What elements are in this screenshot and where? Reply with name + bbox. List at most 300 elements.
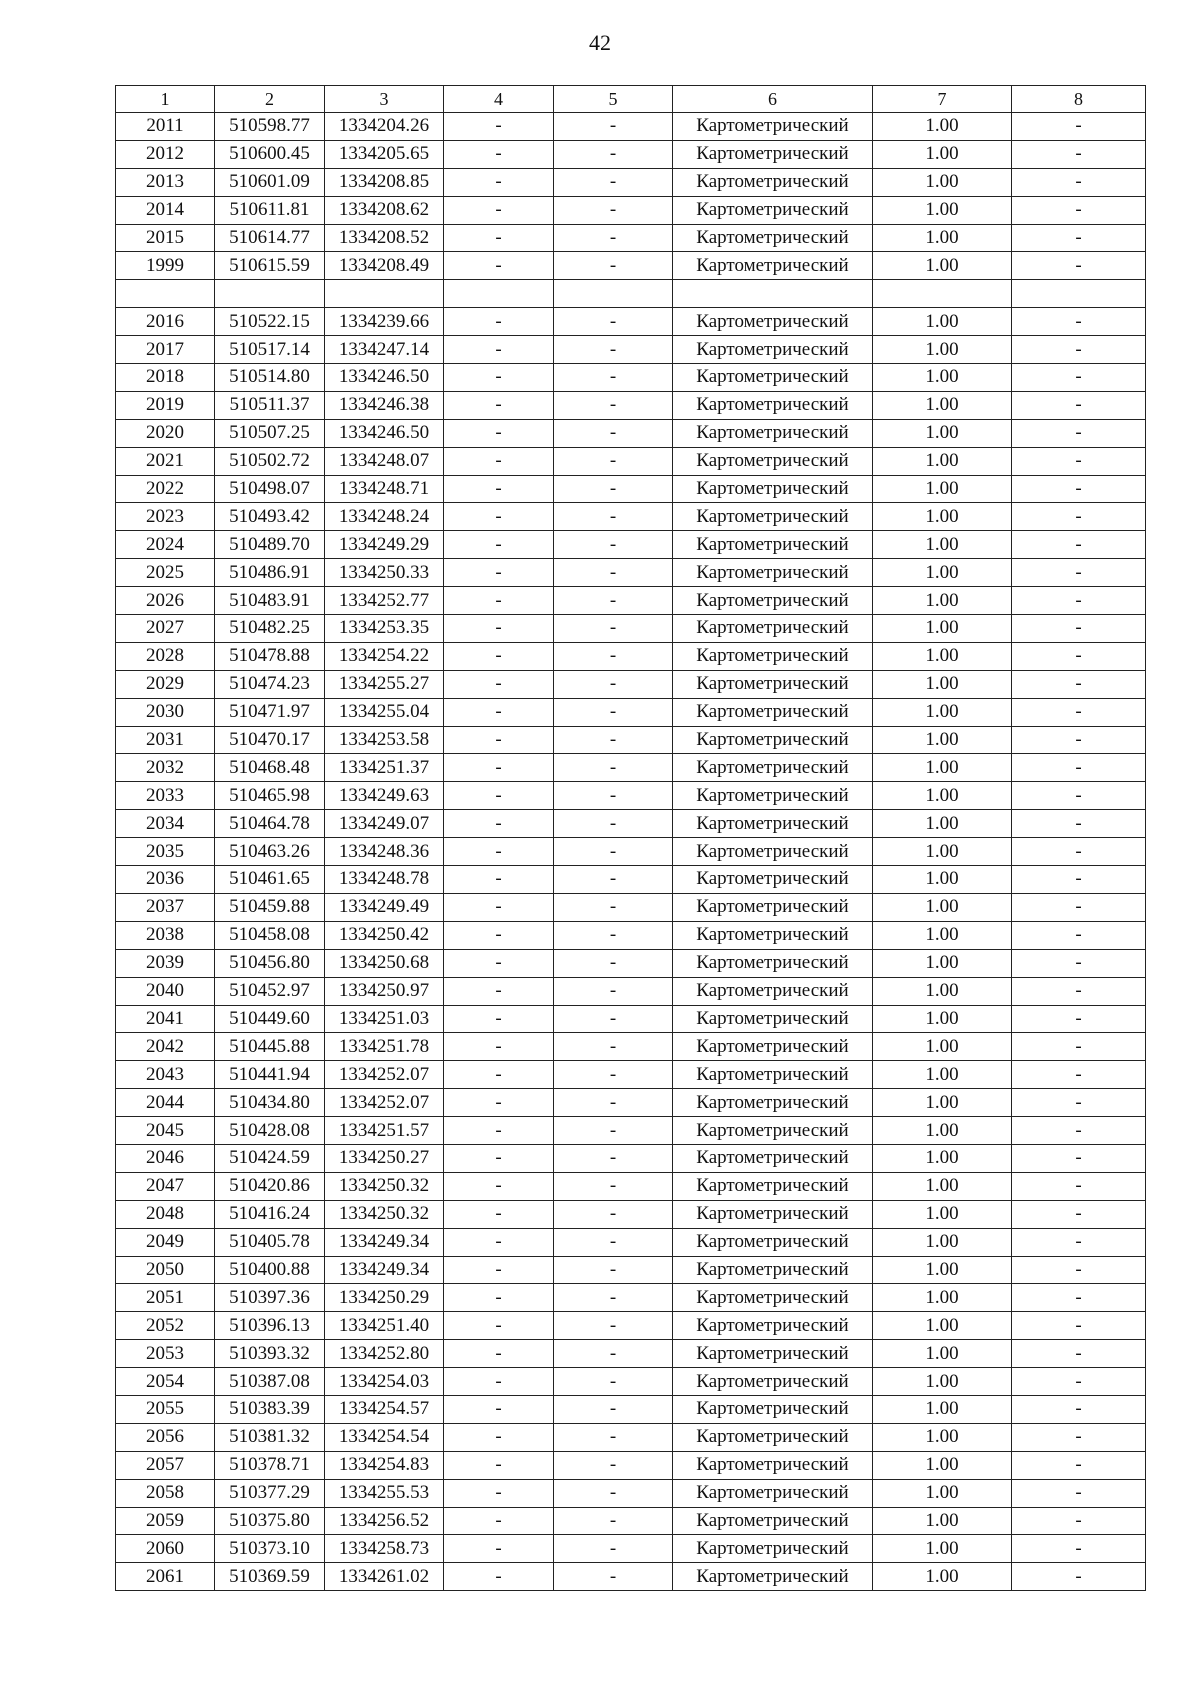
cell-point-number: 2050 <box>116 1256 215 1284</box>
cell-col-8: - <box>1012 1451 1146 1479</box>
cell-y-coordinate: 1334248.36 <box>325 838 444 866</box>
cell-accuracy: 1.00 <box>873 224 1012 252</box>
table-row <box>116 754 1146 782</box>
column-header-4: 4 <box>444 86 554 113</box>
cell-col-4: - <box>444 336 554 364</box>
cell-point-number: 2026 <box>116 587 215 615</box>
table-row <box>116 1395 1146 1423</box>
cell-col-5: - <box>554 113 673 141</box>
cell-col-8: - <box>1012 1312 1146 1340</box>
cell-col-5: - <box>554 224 673 252</box>
cell-accuracy: 1.00 <box>873 1284 1012 1312</box>
cell-col-5: - <box>554 1563 673 1591</box>
cell-col-8: - <box>1012 308 1146 336</box>
cell-col-4: - <box>444 1256 554 1284</box>
cell-method: Картометрический <box>673 364 873 392</box>
cell-col-4: - <box>444 977 554 1005</box>
cell-accuracy: 1.00 <box>873 1451 1012 1479</box>
cell-method: Картометрический <box>673 754 873 782</box>
cell-col-8: - <box>1012 587 1146 615</box>
cell-col-5: - <box>554 1089 673 1117</box>
table-row <box>116 336 1146 364</box>
cell-point-number: 2038 <box>116 921 215 949</box>
column-header-5: 5 <box>554 86 673 113</box>
table-body <box>116 113 1146 1591</box>
cell-method: Картометрический <box>673 1172 873 1200</box>
cell-y-coordinate: 1334254.03 <box>325 1368 444 1396</box>
cell-point-number: 2012 <box>116 140 215 168</box>
cell-y-coordinate: 1334255.53 <box>325 1479 444 1507</box>
cell-point-number: 2060 <box>116 1535 215 1563</box>
cell-method: Картометрический <box>673 893 873 921</box>
cell-method: Картометрический <box>673 252 873 280</box>
column-header-1: 1 <box>116 86 215 113</box>
cell-col-8: - <box>1012 1117 1146 1145</box>
cell-method: Картометрический <box>673 1507 873 1535</box>
table-row <box>116 977 1146 1005</box>
cell-col-4: - <box>444 1340 554 1368</box>
cell-method: Картометрический <box>673 949 873 977</box>
cell-col-8: - <box>1012 893 1146 921</box>
cell-point-number: 2041 <box>116 1005 215 1033</box>
cell-method: Картометрический <box>673 1479 873 1507</box>
cell-col-8 <box>1012 280 1146 308</box>
cell-point-number: 2032 <box>116 754 215 782</box>
cell-col-8: - <box>1012 447 1146 475</box>
cell-y-coordinate <box>325 280 444 308</box>
cell-method: Картометрический <box>673 921 873 949</box>
cell-col-4: - <box>444 698 554 726</box>
cell-x-coordinate: 510369.59 <box>215 1563 325 1591</box>
cell-col-4: - <box>444 1284 554 1312</box>
cell-col-5: - <box>554 1535 673 1563</box>
column-header-3: 3 <box>325 86 444 113</box>
cell-point-number: 2040 <box>116 977 215 1005</box>
cell-y-coordinate: 1334251.78 <box>325 1033 444 1061</box>
cell-point-number: 2057 <box>116 1451 215 1479</box>
table-row <box>116 866 1146 894</box>
cell-y-coordinate: 1334251.03 <box>325 1005 444 1033</box>
cell-y-coordinate: 1334252.07 <box>325 1061 444 1089</box>
cell-point-number: 2025 <box>116 559 215 587</box>
cell-accuracy: 1.00 <box>873 1395 1012 1423</box>
cell-x-coordinate: 510498.07 <box>215 475 325 503</box>
cell-accuracy: 1.00 <box>873 782 1012 810</box>
cell-col-4: - <box>444 838 554 866</box>
cell-point-number: 2047 <box>116 1172 215 1200</box>
cell-point-number: 2016 <box>116 308 215 336</box>
cell-col-8: - <box>1012 224 1146 252</box>
cell-method: Картометрический <box>673 642 873 670</box>
table-row <box>116 810 1146 838</box>
cell-method: Картометрический <box>673 1005 873 1033</box>
cell-y-coordinate: 1334252.07 <box>325 1089 444 1117</box>
cell-point-number: 2019 <box>116 391 215 419</box>
cell-accuracy: 1.00 <box>873 559 1012 587</box>
table-row <box>116 419 1146 447</box>
cell-accuracy: 1.00 <box>873 1033 1012 1061</box>
table-row <box>116 642 1146 670</box>
cell-y-coordinate: 1334250.32 <box>325 1172 444 1200</box>
cell-accuracy: 1.00 <box>873 168 1012 196</box>
cell-method: Картометрический <box>673 559 873 587</box>
cell-accuracy: 1.00 <box>873 838 1012 866</box>
table-row <box>116 1033 1146 1061</box>
cell-accuracy: 1.00 <box>873 1061 1012 1089</box>
cell-col-8: - <box>1012 1368 1146 1396</box>
cell-method: Картометрический <box>673 196 873 224</box>
cell-x-coordinate <box>215 280 325 308</box>
cell-point-number: 2059 <box>116 1507 215 1535</box>
cell-method: Картометрический <box>673 698 873 726</box>
cell-x-coordinate: 510424.59 <box>215 1144 325 1172</box>
column-header-8: 8 <box>1012 86 1146 113</box>
table-row <box>116 670 1146 698</box>
cell-accuracy: 1.00 <box>873 1144 1012 1172</box>
cell-x-coordinate: 510375.80 <box>215 1507 325 1535</box>
cell-x-coordinate: 510456.80 <box>215 949 325 977</box>
cell-point-number <box>116 280 215 308</box>
cell-col-4: - <box>444 475 554 503</box>
cell-accuracy: 1.00 <box>873 754 1012 782</box>
cell-col-4: - <box>444 391 554 419</box>
cell-col-5: - <box>554 1507 673 1535</box>
cell-y-coordinate: 1334248.07 <box>325 447 444 475</box>
cell-col-5: - <box>554 642 673 670</box>
cell-col-8: - <box>1012 1479 1146 1507</box>
cell-col-5: - <box>554 419 673 447</box>
cell-method: Картометрический <box>673 1200 873 1228</box>
cell-point-number: 2043 <box>116 1061 215 1089</box>
cell-col-8: - <box>1012 670 1146 698</box>
cell-col-4: - <box>444 196 554 224</box>
cell-x-coordinate: 510449.60 <box>215 1005 325 1033</box>
table-row <box>116 1479 1146 1507</box>
cell-x-coordinate: 510458.08 <box>215 921 325 949</box>
cell-col-5: - <box>554 1033 673 1061</box>
cell-point-number: 2021 <box>116 447 215 475</box>
cell-col-4: - <box>444 1312 554 1340</box>
table-row <box>116 1005 1146 1033</box>
cell-col-8: - <box>1012 336 1146 364</box>
cell-accuracy: 1.00 <box>873 921 1012 949</box>
cell-col-5: - <box>554 1117 673 1145</box>
cell-method: Картометрический <box>673 1451 873 1479</box>
table-row <box>116 587 1146 615</box>
cell-method: Картометрический <box>673 168 873 196</box>
cell-col-8: - <box>1012 754 1146 782</box>
cell-col-8: - <box>1012 1395 1146 1423</box>
table-row <box>116 280 1146 308</box>
cell-y-coordinate: 1334250.27 <box>325 1144 444 1172</box>
cell-y-coordinate: 1334250.29 <box>325 1284 444 1312</box>
cell-method: Картометрический <box>673 224 873 252</box>
cell-col-8: - <box>1012 726 1146 754</box>
table-row <box>116 1423 1146 1451</box>
cell-col-8: - <box>1012 1089 1146 1117</box>
cell-method: Картометрический <box>673 977 873 1005</box>
cell-x-coordinate: 510470.17 <box>215 726 325 754</box>
cell-point-number: 2053 <box>116 1340 215 1368</box>
cell-col-8: - <box>1012 642 1146 670</box>
table-row <box>116 1256 1146 1284</box>
cell-accuracy: 1.00 <box>873 810 1012 838</box>
cell-accuracy: 1.00 <box>873 364 1012 392</box>
cell-y-coordinate: 1334255.04 <box>325 698 444 726</box>
cell-col-8: - <box>1012 1005 1146 1033</box>
cell-accuracy: 1.00 <box>873 196 1012 224</box>
cell-col-8: - <box>1012 1535 1146 1563</box>
cell-col-8: - <box>1012 196 1146 224</box>
cell-col-8: - <box>1012 782 1146 810</box>
cell-col-4: - <box>444 1033 554 1061</box>
table-row <box>116 1507 1146 1535</box>
cell-y-coordinate: 1334250.68 <box>325 949 444 977</box>
cell-col-4: - <box>444 754 554 782</box>
table-row <box>116 503 1146 531</box>
cell-col-4: - <box>444 1089 554 1117</box>
cell-col-5: - <box>554 1451 673 1479</box>
cell-accuracy: 1.00 <box>873 615 1012 643</box>
cell-col-8: - <box>1012 503 1146 531</box>
cell-point-number: 2058 <box>116 1479 215 1507</box>
table-row <box>116 949 1146 977</box>
table-row <box>116 196 1146 224</box>
cell-method: Картометрический <box>673 587 873 615</box>
table-row <box>116 1535 1146 1563</box>
cell-col-8: - <box>1012 949 1146 977</box>
cell-method: Картометрический <box>673 1535 873 1563</box>
cell-accuracy: 1.00 <box>873 587 1012 615</box>
cell-y-coordinate: 1334208.62 <box>325 196 444 224</box>
cell-col-8: - <box>1012 113 1146 141</box>
cell-y-coordinate: 1334250.97 <box>325 977 444 1005</box>
cell-method: Картометрический <box>673 1395 873 1423</box>
cell-col-8: - <box>1012 1340 1146 1368</box>
table-row <box>116 1368 1146 1396</box>
cell-col-8: - <box>1012 1200 1146 1228</box>
cell-accuracy: 1.00 <box>873 1172 1012 1200</box>
cell-accuracy: 1.00 <box>873 1535 1012 1563</box>
cell-x-coordinate: 510383.39 <box>215 1395 325 1423</box>
cell-col-8: - <box>1012 475 1146 503</box>
cell-col-4: - <box>444 1423 554 1451</box>
table-row <box>116 1451 1146 1479</box>
cell-x-coordinate: 510373.10 <box>215 1535 325 1563</box>
cell-accuracy: 1.00 <box>873 391 1012 419</box>
table-row <box>116 1144 1146 1172</box>
cell-accuracy: 1.00 <box>873 1507 1012 1535</box>
cell-col-4: - <box>444 1200 554 1228</box>
cell-accuracy: 1.00 <box>873 1005 1012 1033</box>
cell-x-coordinate: 510483.91 <box>215 587 325 615</box>
cell-method: Картометрический <box>673 1312 873 1340</box>
cell-col-5: - <box>554 1312 673 1340</box>
table-row <box>116 1284 1146 1312</box>
cell-col-4: - <box>444 921 554 949</box>
cell-col-5: - <box>554 1061 673 1089</box>
cell-x-coordinate: 510452.97 <box>215 977 325 1005</box>
cell-y-coordinate: 1334252.77 <box>325 587 444 615</box>
cell-col-8: - <box>1012 615 1146 643</box>
cell-col-5: - <box>554 1172 673 1200</box>
cell-col-8: - <box>1012 168 1146 196</box>
table-row <box>116 1228 1146 1256</box>
cell-col-4: - <box>444 1172 554 1200</box>
cell-point-number: 2056 <box>116 1423 215 1451</box>
cell-col-8: - <box>1012 140 1146 168</box>
cell-x-coordinate: 510463.26 <box>215 838 325 866</box>
cell-col-5: - <box>554 364 673 392</box>
cell-col-4: - <box>444 1368 554 1396</box>
table-row <box>116 475 1146 503</box>
cell-col-4: - <box>444 447 554 475</box>
cell-accuracy: 1.00 <box>873 1200 1012 1228</box>
table-row <box>116 308 1146 336</box>
cell-point-number: 2023 <box>116 503 215 531</box>
cell-point-number: 2035 <box>116 838 215 866</box>
cell-col-5: - <box>554 168 673 196</box>
cell-x-coordinate: 510478.88 <box>215 642 325 670</box>
cell-col-4: - <box>444 1228 554 1256</box>
cell-col-4: - <box>444 224 554 252</box>
cell-x-coordinate: 510598.77 <box>215 113 325 141</box>
cell-col-5: - <box>554 503 673 531</box>
cell-accuracy: 1.00 <box>873 419 1012 447</box>
cell-x-coordinate: 510378.71 <box>215 1451 325 1479</box>
cell-point-number: 2051 <box>116 1284 215 1312</box>
cell-x-coordinate: 510474.23 <box>215 670 325 698</box>
cell-x-coordinate: 510397.36 <box>215 1284 325 1312</box>
cell-point-number: 2044 <box>116 1089 215 1117</box>
cell-col-8: - <box>1012 977 1146 1005</box>
table-row <box>116 782 1146 810</box>
cell-col-5: - <box>554 782 673 810</box>
cell-x-coordinate: 510464.78 <box>215 810 325 838</box>
cell-x-coordinate: 510445.88 <box>215 1033 325 1061</box>
table-row <box>116 531 1146 559</box>
cell-y-coordinate: 1334254.83 <box>325 1451 444 1479</box>
cell-x-coordinate: 510428.08 <box>215 1117 325 1145</box>
cell-point-number: 2018 <box>116 364 215 392</box>
cell-accuracy: 1.00 <box>873 1423 1012 1451</box>
cell-method: Картометрический <box>673 615 873 643</box>
cell-col-4: - <box>444 810 554 838</box>
table-row <box>116 838 1146 866</box>
cell-accuracy: 1.00 <box>873 949 1012 977</box>
cell-col-4: - <box>444 503 554 531</box>
cell-col-8: - <box>1012 838 1146 866</box>
cell-col-4: - <box>444 1535 554 1563</box>
cell-col-5: - <box>554 838 673 866</box>
cell-col-4: - <box>444 1451 554 1479</box>
cell-col-5: - <box>554 140 673 168</box>
cell-col-4: - <box>444 1507 554 1535</box>
cell-col-8: - <box>1012 1507 1146 1535</box>
table-row <box>116 364 1146 392</box>
table-header-row <box>116 86 1146 113</box>
cell-x-coordinate: 510393.32 <box>215 1340 325 1368</box>
cell-accuracy: 1.00 <box>873 670 1012 698</box>
cell-col-8: - <box>1012 559 1146 587</box>
cell-col-4: - <box>444 615 554 643</box>
cell-x-coordinate: 510459.88 <box>215 893 325 921</box>
cell-point-number: 2048 <box>116 1200 215 1228</box>
cell-col-4: - <box>444 866 554 894</box>
cell-col-8: - <box>1012 921 1146 949</box>
cell-col-5: - <box>554 308 673 336</box>
cell-accuracy <box>873 280 1012 308</box>
cell-accuracy: 1.00 <box>873 308 1012 336</box>
table-row <box>116 698 1146 726</box>
cell-col-5: - <box>554 587 673 615</box>
cell-col-5: - <box>554 531 673 559</box>
cell-x-coordinate: 510400.88 <box>215 1256 325 1284</box>
cell-y-coordinate: 1334251.37 <box>325 754 444 782</box>
cell-accuracy: 1.00 <box>873 113 1012 141</box>
cell-y-coordinate: 1334208.85 <box>325 168 444 196</box>
table-row <box>116 559 1146 587</box>
cell-method: Картометрический <box>673 1256 873 1284</box>
cell-col-4: - <box>444 140 554 168</box>
cell-col-8: - <box>1012 1172 1146 1200</box>
cell-col-8: - <box>1012 531 1146 559</box>
cell-y-coordinate: 1334246.38 <box>325 391 444 419</box>
cell-accuracy: 1.00 <box>873 1312 1012 1340</box>
cell-y-coordinate: 1334254.54 <box>325 1423 444 1451</box>
cell-col-5: - <box>554 921 673 949</box>
page-number: 42 <box>589 30 611 55</box>
cell-method: Картометрический <box>673 419 873 447</box>
cell-y-coordinate: 1334250.42 <box>325 921 444 949</box>
cell-col-5: - <box>554 1479 673 1507</box>
cell-x-coordinate: 510441.94 <box>215 1061 325 1089</box>
cell-y-coordinate: 1334248.71 <box>325 475 444 503</box>
cell-y-coordinate: 1334249.49 <box>325 893 444 921</box>
cell-x-coordinate: 510405.78 <box>215 1228 325 1256</box>
table-row <box>116 1117 1146 1145</box>
cell-col-8: - <box>1012 1144 1146 1172</box>
cell-accuracy: 1.00 <box>873 475 1012 503</box>
cell-y-coordinate: 1334251.40 <box>325 1312 444 1340</box>
cell-accuracy: 1.00 <box>873 140 1012 168</box>
cell-accuracy: 1.00 <box>873 252 1012 280</box>
cell-y-coordinate: 1334208.49 <box>325 252 444 280</box>
cell-point-number: 2024 <box>116 531 215 559</box>
cell-col-5: - <box>554 949 673 977</box>
cell-col-4: - <box>444 949 554 977</box>
cell-col-8: - <box>1012 698 1146 726</box>
cell-col-5: - <box>554 893 673 921</box>
cell-point-number: 1999 <box>116 252 215 280</box>
cell-y-coordinate: 1334249.34 <box>325 1256 444 1284</box>
cell-accuracy: 1.00 <box>873 698 1012 726</box>
cell-col-5: - <box>554 1144 673 1172</box>
cell-accuracy: 1.00 <box>873 503 1012 531</box>
cell-x-coordinate: 510482.25 <box>215 615 325 643</box>
cell-method: Картометрический <box>673 475 873 503</box>
cell-col-8: - <box>1012 1061 1146 1089</box>
cell-point-number: 2022 <box>116 475 215 503</box>
cell-x-coordinate: 510511.37 <box>215 391 325 419</box>
cell-accuracy: 1.00 <box>873 1340 1012 1368</box>
cell-col-8: - <box>1012 1423 1146 1451</box>
cell-col-8: - <box>1012 1284 1146 1312</box>
cell-col-4: - <box>444 782 554 810</box>
cell-col-4: - <box>444 1479 554 1507</box>
cell-method: Картометрический <box>673 1563 873 1591</box>
cell-point-number: 2011 <box>116 113 215 141</box>
